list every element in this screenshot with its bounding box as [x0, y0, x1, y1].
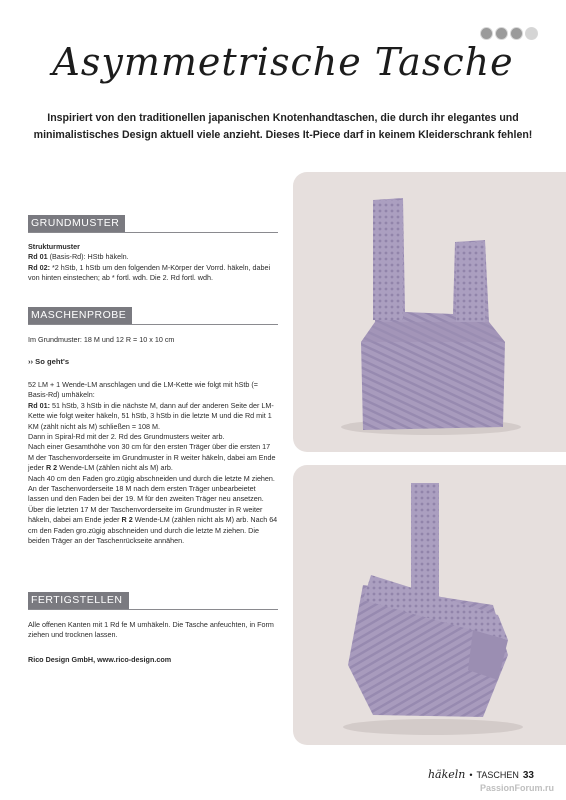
footer-section: TASCHEN	[476, 770, 519, 780]
credit-text: Rico Design GmbH, www.rico-design.com	[28, 655, 172, 664]
section-heading-fertigstellen: FERTIGSTELLEN	[28, 592, 129, 609]
rd02-text: *2 hStb, 1 hStb um den folgenden M-Körper der Vorrd. häkeln, dabei von hinten einstechen; ab * fortl. wdh. Die 2. Rd fortl. wdh.	[28, 262, 271, 283]
section-divider	[28, 609, 278, 610]
rd01-label: Rd 01	[28, 252, 48, 262]
difficulty-dot	[495, 27, 508, 40]
bag-photo-front	[293, 172, 566, 452]
instructions-rd01-text: 51 hStb, 3 hStb in die nächste M, dann auf der anderen Seite der LM-Kette wie folgt weiter häkeln, 51 hStb, 3 hStb in die letzte M und die Rd mit 1 KM (zählt nicht als M) schließen = 108 M.	[28, 400, 274, 431]
instructions-rd01-label: Rd 01:	[28, 400, 50, 410]
instructions-p4a: Nach 40 cm den Faden gro.zügig abschneiden und durch die letzte M ziehen. An der Taschenvorderseite 18 M nach dem ersten Träger unbearbeietet lassen und den Faden bei der 19. M für den zweiten Träger neu ansetzen. Über die letzten 17 M der Taschenvorderseite im Grundmuster in R weiter häkeln, dabei am Ende jeder	[28, 473, 275, 525]
footer-section-script: häkeln	[427, 768, 466, 781]
maschenprobe-text: Im Grundmuster: 18 M und 12 R = 10 x 10 cm	[28, 335, 175, 344]
instructions-p3b: R 2	[45, 463, 58, 473]
rd02-label: Rd 02:	[28, 262, 50, 272]
grundmuster-body	[28, 242, 278, 284]
difficulty-dot	[525, 27, 538, 40]
bag-front-illustration	[293, 172, 566, 452]
rd01-text: (Basis-Rd): HStb häkeln.	[47, 252, 129, 262]
difficulty-dot	[510, 27, 523, 40]
instructions-body	[28, 380, 278, 547]
instructions-p3c: Wende-LM (zählen nicht als M) arb.	[57, 463, 173, 473]
page-title: Asymmetrische Tasche	[52, 40, 514, 84]
bag-knotted-illustration	[293, 465, 566, 745]
so-gehts-heading: ›› So geht's	[28, 357, 70, 366]
instructions-p2: Dann in Spiral-Rd mit der 2. Rd des Grundmusters weiter arb.	[28, 432, 225, 442]
instructions-p4b: R 2	[121, 515, 133, 525]
page-number: 33	[522, 770, 534, 781]
instructions-p1: 52 LM + 1 Wende-LM anschlagen und die LM-Kette wie folgt mit hStb (= Basis-Rd) umhäkeln:	[28, 380, 258, 400]
instructions-p4c: Wende-LM (zählen nicht als M) arb. Nach 64 cm den Faden gro.zügig abschneiden und durch die letzte M ziehen. Die beiden Träger an der Taschenrückseite annähen.	[28, 515, 278, 546]
instructions-p3a: Nach einer Gesamthöhe von 30 cm für den ersten Träger über die ersten 17 M der Taschenvorderseite im Grundmuster in R weiter häkeln, dabei am Ende jeder	[28, 442, 276, 473]
footer-separator: •	[469, 770, 473, 780]
section-heading-grundmuster: GRUNDMUSTER	[28, 215, 125, 232]
grundmuster-subheading: Strukturmuster	[28, 242, 80, 251]
difficulty-dot	[480, 27, 493, 40]
watermark: PassionForum.ru	[479, 783, 554, 793]
intro-text: Inspiriert von den traditionellen japanischen Knotenhandtaschen, die durch ihr elegantes und minimalistisches Design aktuell viele anzieht. Dieses It-Piece darf in keinem Kleiderschrank fehlen!	[33, 112, 533, 141]
fertigstellen-text: Alle offenen Kanten mit 1 Rd fe M umhäkeln. Die Tasche anfeuchten, in Form ziehen und trocknen lassen.	[28, 620, 274, 640]
page-footer	[428, 768, 534, 781]
section-heading-maschenprobe: MASCHENPROBE	[28, 307, 132, 324]
section-divider	[28, 232, 278, 233]
difficulty-indicator	[480, 27, 538, 40]
bag-photo-knotted	[293, 465, 566, 745]
section-divider	[28, 324, 278, 325]
